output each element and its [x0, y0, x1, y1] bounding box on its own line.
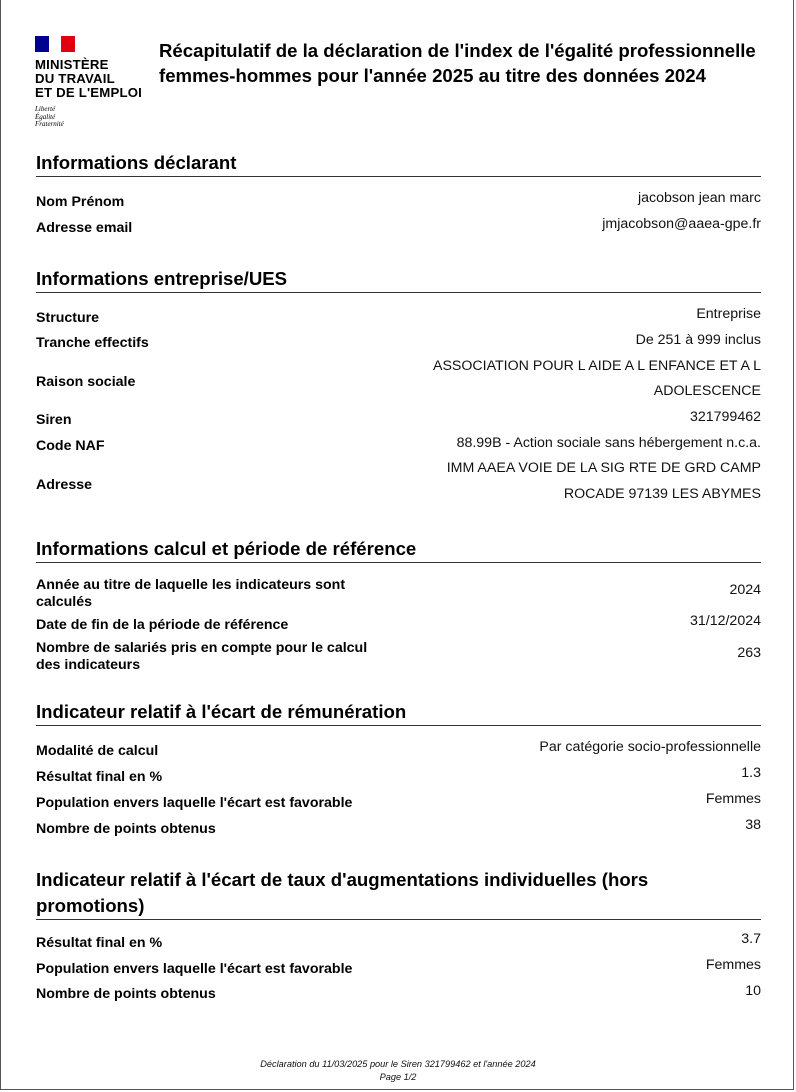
field-value-structure: Entreprise	[696, 306, 761, 322]
ministry-logo	[35, 36, 155, 129]
field-value-siren: 321799462	[689, 409, 761, 425]
motto-line: Liberté	[35, 105, 56, 113]
field-label-email: Adresse email	[36, 220, 133, 236]
field-label-annee-line2: calculés	[36, 594, 93, 610]
field-label-nb-salaries	[36, 640, 367, 674]
ministry-name	[35, 58, 155, 100]
field-value-nom: jacobson jean marc	[637, 190, 761, 206]
field-value-population: Femmes	[705, 957, 761, 973]
ministry-line: ET DE L'EMPLOI	[35, 85, 143, 100]
field-label-raison-sociale: Raison sociale	[36, 374, 136, 390]
section-declarant	[36, 150, 761, 247]
field-label-nb-salaries-line2: des indicateurs	[36, 657, 141, 673]
footer-declaration-info: Déclaration du 11/03/2025 pour le Siren 321799462 et l'année 2024	[260, 1059, 536, 1069]
field-value-date-fin: 31/12/2024	[689, 613, 761, 629]
field-label-adresse: Adresse	[36, 477, 92, 493]
document-header	[35, 36, 775, 146]
field-label-nb-salaries-line1: Nombre de salariés pris en compte pour le calcul	[36, 640, 368, 656]
field-value-nb-salaries: 263	[737, 645, 761, 661]
field-value-email: jmjacobson@aaea-gpe.fr	[602, 216, 761, 232]
field-value-raison-sociale-line1: ASSOCIATION POUR L AIDE A L ENFANCE ET A L	[433, 358, 761, 374]
field-value-adresse-line2: ROCADE 97139 LES ABYMES	[563, 486, 761, 502]
field-label-nom: Nom Prénom	[36, 194, 125, 210]
field-value-naf: 88.99B - Action sociale sans hébergement n.c.a.	[456, 435, 761, 451]
field-label-tranche: Tranche effectifs	[36, 335, 149, 351]
section-heading: Indicateur relatif à l'écart de rémunération	[36, 699, 761, 726]
field-label-resultat: Résultat final en %	[36, 769, 163, 785]
ministry-line: DU TRAVAIL	[35, 71, 115, 86]
field-label-date-fin: Date de fin de la période de référence	[36, 617, 289, 633]
field-value-resultat: 3.7	[741, 931, 761, 947]
section-heading	[36, 867, 761, 920]
field-value-adresse-line1: IMM AAEA VOIE DE LA SIG RTE DE GRD CAMP	[446, 460, 761, 476]
section-augmentations	[36, 867, 761, 1010]
field-value-points: 10	[745, 983, 761, 999]
field-label-naf: Code NAF	[36, 438, 105, 454]
field-value-points: 38	[745, 817, 761, 833]
field-label-points: Nombre de points obtenus	[36, 821, 216, 837]
motto-line: Égalité	[35, 112, 56, 121]
marianne-flag-icon	[35, 36, 75, 52]
field-label-population: Population envers laquelle l'écart est favorable	[36, 961, 353, 977]
field-label-population: Population envers laquelle l'écart est favorable	[36, 795, 353, 811]
motto-line: Fraternité	[35, 120, 64, 128]
page-number: Page 1/2	[379, 1072, 417, 1082]
field-label-structure: Structure	[36, 310, 100, 326]
section-heading: Informations déclarant	[36, 150, 761, 177]
field-label-siren: Siren	[36, 412, 72, 428]
section-entreprise	[36, 266, 761, 513]
field-label-modalite: Modalité de calcul	[36, 743, 159, 759]
section-heading-line1: Indicateur relatif à l'écart de taux d'augmentations individuelles (hors	[36, 869, 649, 890]
field-label-annee-line1: Année au titre de laquelle les indicateurs sont	[36, 577, 346, 593]
field-value-resultat: 1.3	[741, 765, 761, 781]
field-value-annee: 2024	[729, 582, 761, 598]
section-calcul	[36, 536, 761, 683]
field-value-tranche: De 251 à 999 inclus	[635, 332, 761, 348]
field-label-resultat: Résultat final en %	[36, 935, 163, 951]
field-value-population: Femmes	[705, 791, 761, 807]
field-value-raison-sociale-line2: ADOLESCENCE	[653, 383, 761, 399]
page-footer	[1, 1058, 795, 1084]
republic-motto	[35, 106, 155, 129]
section-heading-line2: promotions)	[36, 895, 145, 916]
ministry-line: MINISTÈRE	[35, 57, 109, 72]
field-value-modalite: Par catégorie socio-professionnelle	[539, 739, 761, 755]
section-heading: Informations calcul et période de référence	[36, 536, 761, 563]
section-remuneration	[36, 699, 761, 836]
document-title: Récapitulatif de la déclaration de l'index de l'égalité professionnelle femmes-hommes pour l'année 2025 au titre des données 2024	[159, 40, 756, 86]
field-label-annee	[36, 577, 345, 611]
field-label-points: Nombre de points obtenus	[36, 986, 216, 1002]
section-heading: Informations entreprise/UES	[36, 266, 761, 293]
